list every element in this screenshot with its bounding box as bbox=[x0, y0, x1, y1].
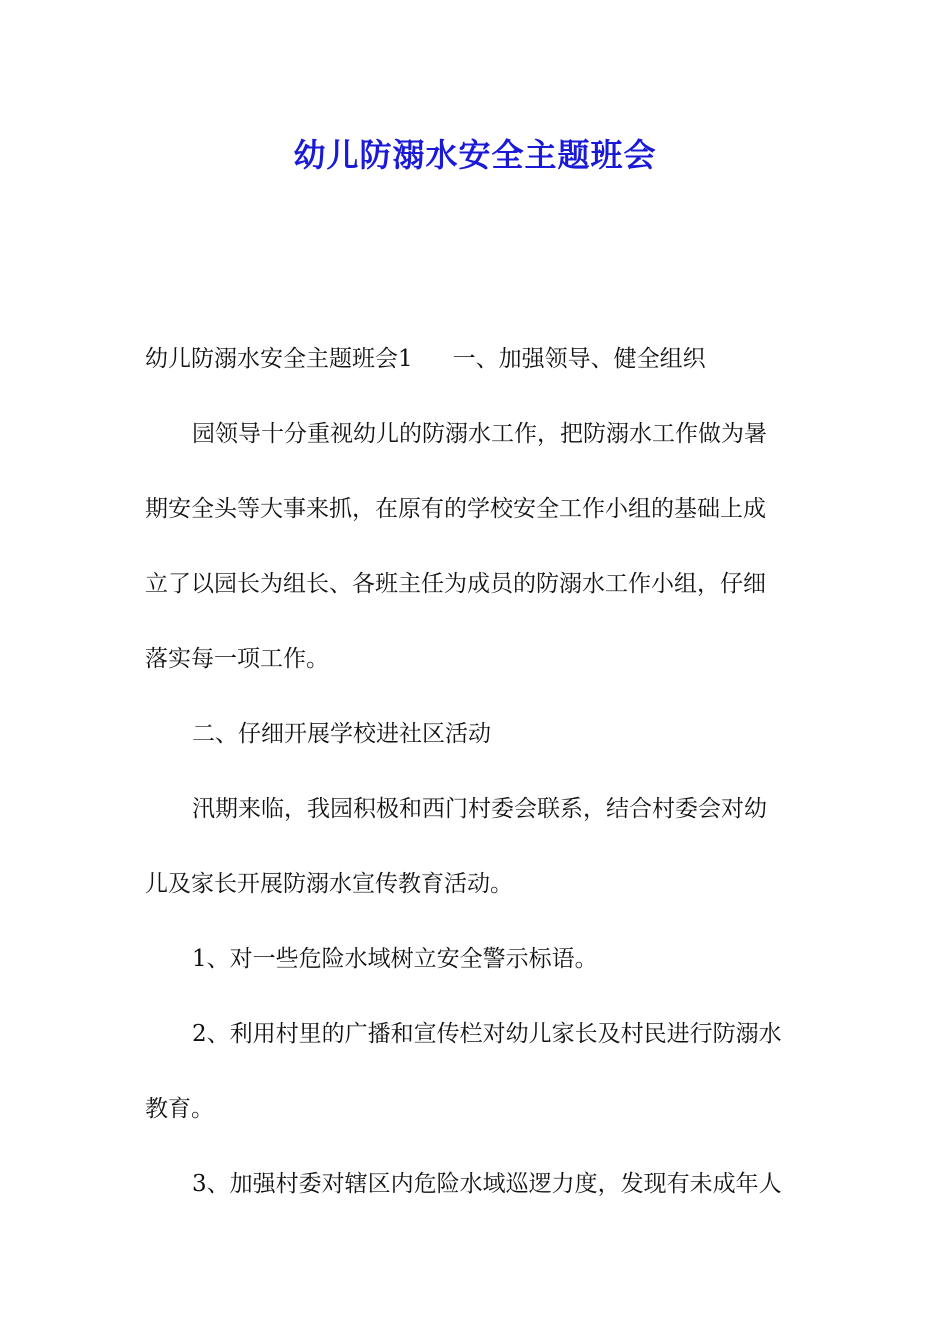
document-body bbox=[145, 338, 809, 1238]
paragraph-line: 园领导十分重视幼儿的防溺水工作，把防溺水工作做为暑 bbox=[192, 421, 767, 447]
paragraph-line: 落实每一项工作。 bbox=[145, 646, 329, 672]
paragraph-line: 儿及家长开展防溺水宣传教育活动。 bbox=[145, 871, 513, 897]
subheading: 一、加强领导、健全组织 bbox=[452, 346, 706, 372]
subheading-line: 二、仔细开展学校进社区活动 bbox=[192, 721, 491, 747]
list-item: 1、对一些危险水域树立安全警示标语。 bbox=[192, 946, 598, 972]
paragraph-line: 汛期来临，我园积极和西门村委会联系，结合村委会对幼 bbox=[192, 796, 767, 822]
list-item: 3、加强村委对辖区内危险水域巡逻力度，发现有未成年人 bbox=[192, 1171, 782, 1197]
paragraph-line: 教育。 bbox=[145, 1096, 214, 1122]
section-heading: 幼儿防溺水安全主题班会1 bbox=[145, 346, 413, 372]
document-title: 幼儿防溺水安全主题班会 bbox=[293, 136, 657, 174]
list-item: 2、利用村里的广播和宣传栏对幼儿家长及村民进行防溺水 bbox=[192, 1021, 782, 1047]
paragraph-line: 期安全头等大事来抓，在原有的学校安全工作小组的基础上成 bbox=[145, 496, 766, 522]
paragraph-line bbox=[145, 338, 809, 413]
paragraph-line: 立了以园长为组长、各班主任为成员的防溺水工作小组，仔细 bbox=[145, 571, 766, 597]
